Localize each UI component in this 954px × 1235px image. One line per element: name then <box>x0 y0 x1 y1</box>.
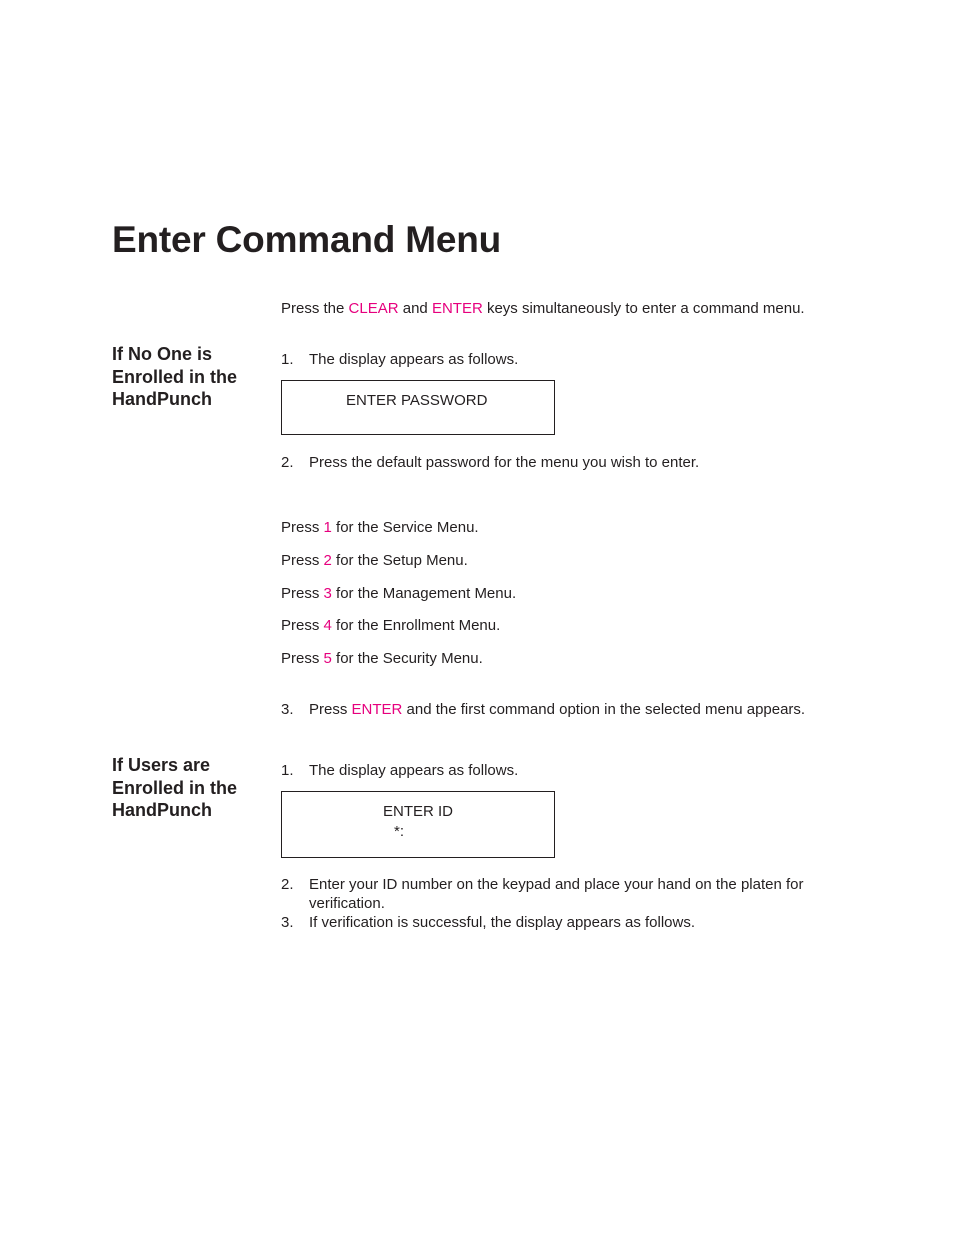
option-key: 1 <box>323 519 332 536</box>
option-post: for the Service Menu. <box>331 519 479 536</box>
s2-step-2 <box>281 875 804 894</box>
intro-post: keys simultaneously to enter a command menu. <box>482 300 805 317</box>
option-pre: Press <box>281 650 324 667</box>
enter-key-label: ENTER <box>351 701 403 718</box>
menu-option <box>281 649 483 668</box>
s2-step-1 <box>281 761 518 780</box>
option-key: 3 <box>323 585 332 602</box>
enter-key-label: ENTER <box>431 300 483 317</box>
menu-option <box>281 518 479 537</box>
menu-option <box>281 616 500 635</box>
heading-line: Enrolled in the <box>112 366 238 387</box>
menu-option <box>281 584 516 603</box>
section-heading-users-enrolled <box>112 754 262 822</box>
s1-step-1 <box>281 350 518 369</box>
option-pre: Press <box>281 552 324 569</box>
heading-line: HandPunch <box>112 389 213 409</box>
step-text: The display appears as follows. <box>309 351 519 368</box>
menu-option <box>281 551 468 570</box>
s1-step-3 <box>281 700 805 719</box>
heading-line: HandPunch <box>112 800 213 820</box>
step-text: The display appears as follows. <box>309 762 519 779</box>
page-title: Enter Command Menu <box>112 219 502 260</box>
option-post: for the Security Menu. <box>331 650 483 667</box>
s1-step-2 <box>281 453 699 472</box>
option-post: for the Setup Menu. <box>331 552 468 569</box>
heading-line: If Users are <box>112 755 211 775</box>
step-post: and the first command option in the selected menu appears. <box>402 701 806 718</box>
step-pre: Press <box>309 701 352 718</box>
option-key: 5 <box>323 650 332 667</box>
option-pre: Press <box>281 519 324 536</box>
display-text: ENTER PASSWORD <box>346 392 488 409</box>
section-heading-no-one-enrolled <box>112 343 262 411</box>
display-text: ENTER ID <box>383 803 454 820</box>
option-pre: Press <box>281 585 324 602</box>
step-number: 1. <box>281 762 294 779</box>
step-number: 1. <box>281 351 294 368</box>
step-number: 2. <box>281 454 294 471</box>
step-text: Press the default password for the menu you wish to enter. <box>309 454 700 471</box>
step-number: 3. <box>281 914 294 931</box>
option-post: for the Management Menu. <box>331 585 517 602</box>
display-box-password <box>281 380 555 435</box>
step-text: Enter your ID number on the keypad and place your hand on the platen for <box>309 876 804 893</box>
option-post: for the Enrollment Menu. <box>331 617 501 634</box>
display-box-enter-id <box>281 791 555 858</box>
clear-key-label: CLEAR <box>348 300 399 317</box>
option-pre: Press <box>281 617 324 634</box>
intro-mid: and <box>398 300 432 317</box>
intro-paragraph <box>281 299 805 318</box>
option-key: 2 <box>323 552 332 569</box>
s2-step-3 <box>281 913 695 932</box>
heading-line: Enrolled in the <box>112 777 238 798</box>
step-number: 3. <box>281 701 294 718</box>
display-prompt: *: <box>394 823 405 840</box>
s2-step-2-continued: verification. <box>309 895 385 912</box>
option-key: 4 <box>323 617 332 634</box>
step-number: 2. <box>281 876 294 893</box>
intro-pre: Press the <box>281 300 349 317</box>
heading-line: If No One is <box>112 344 213 364</box>
step-text: If verification is successful, the display appears as follows. <box>309 914 696 931</box>
